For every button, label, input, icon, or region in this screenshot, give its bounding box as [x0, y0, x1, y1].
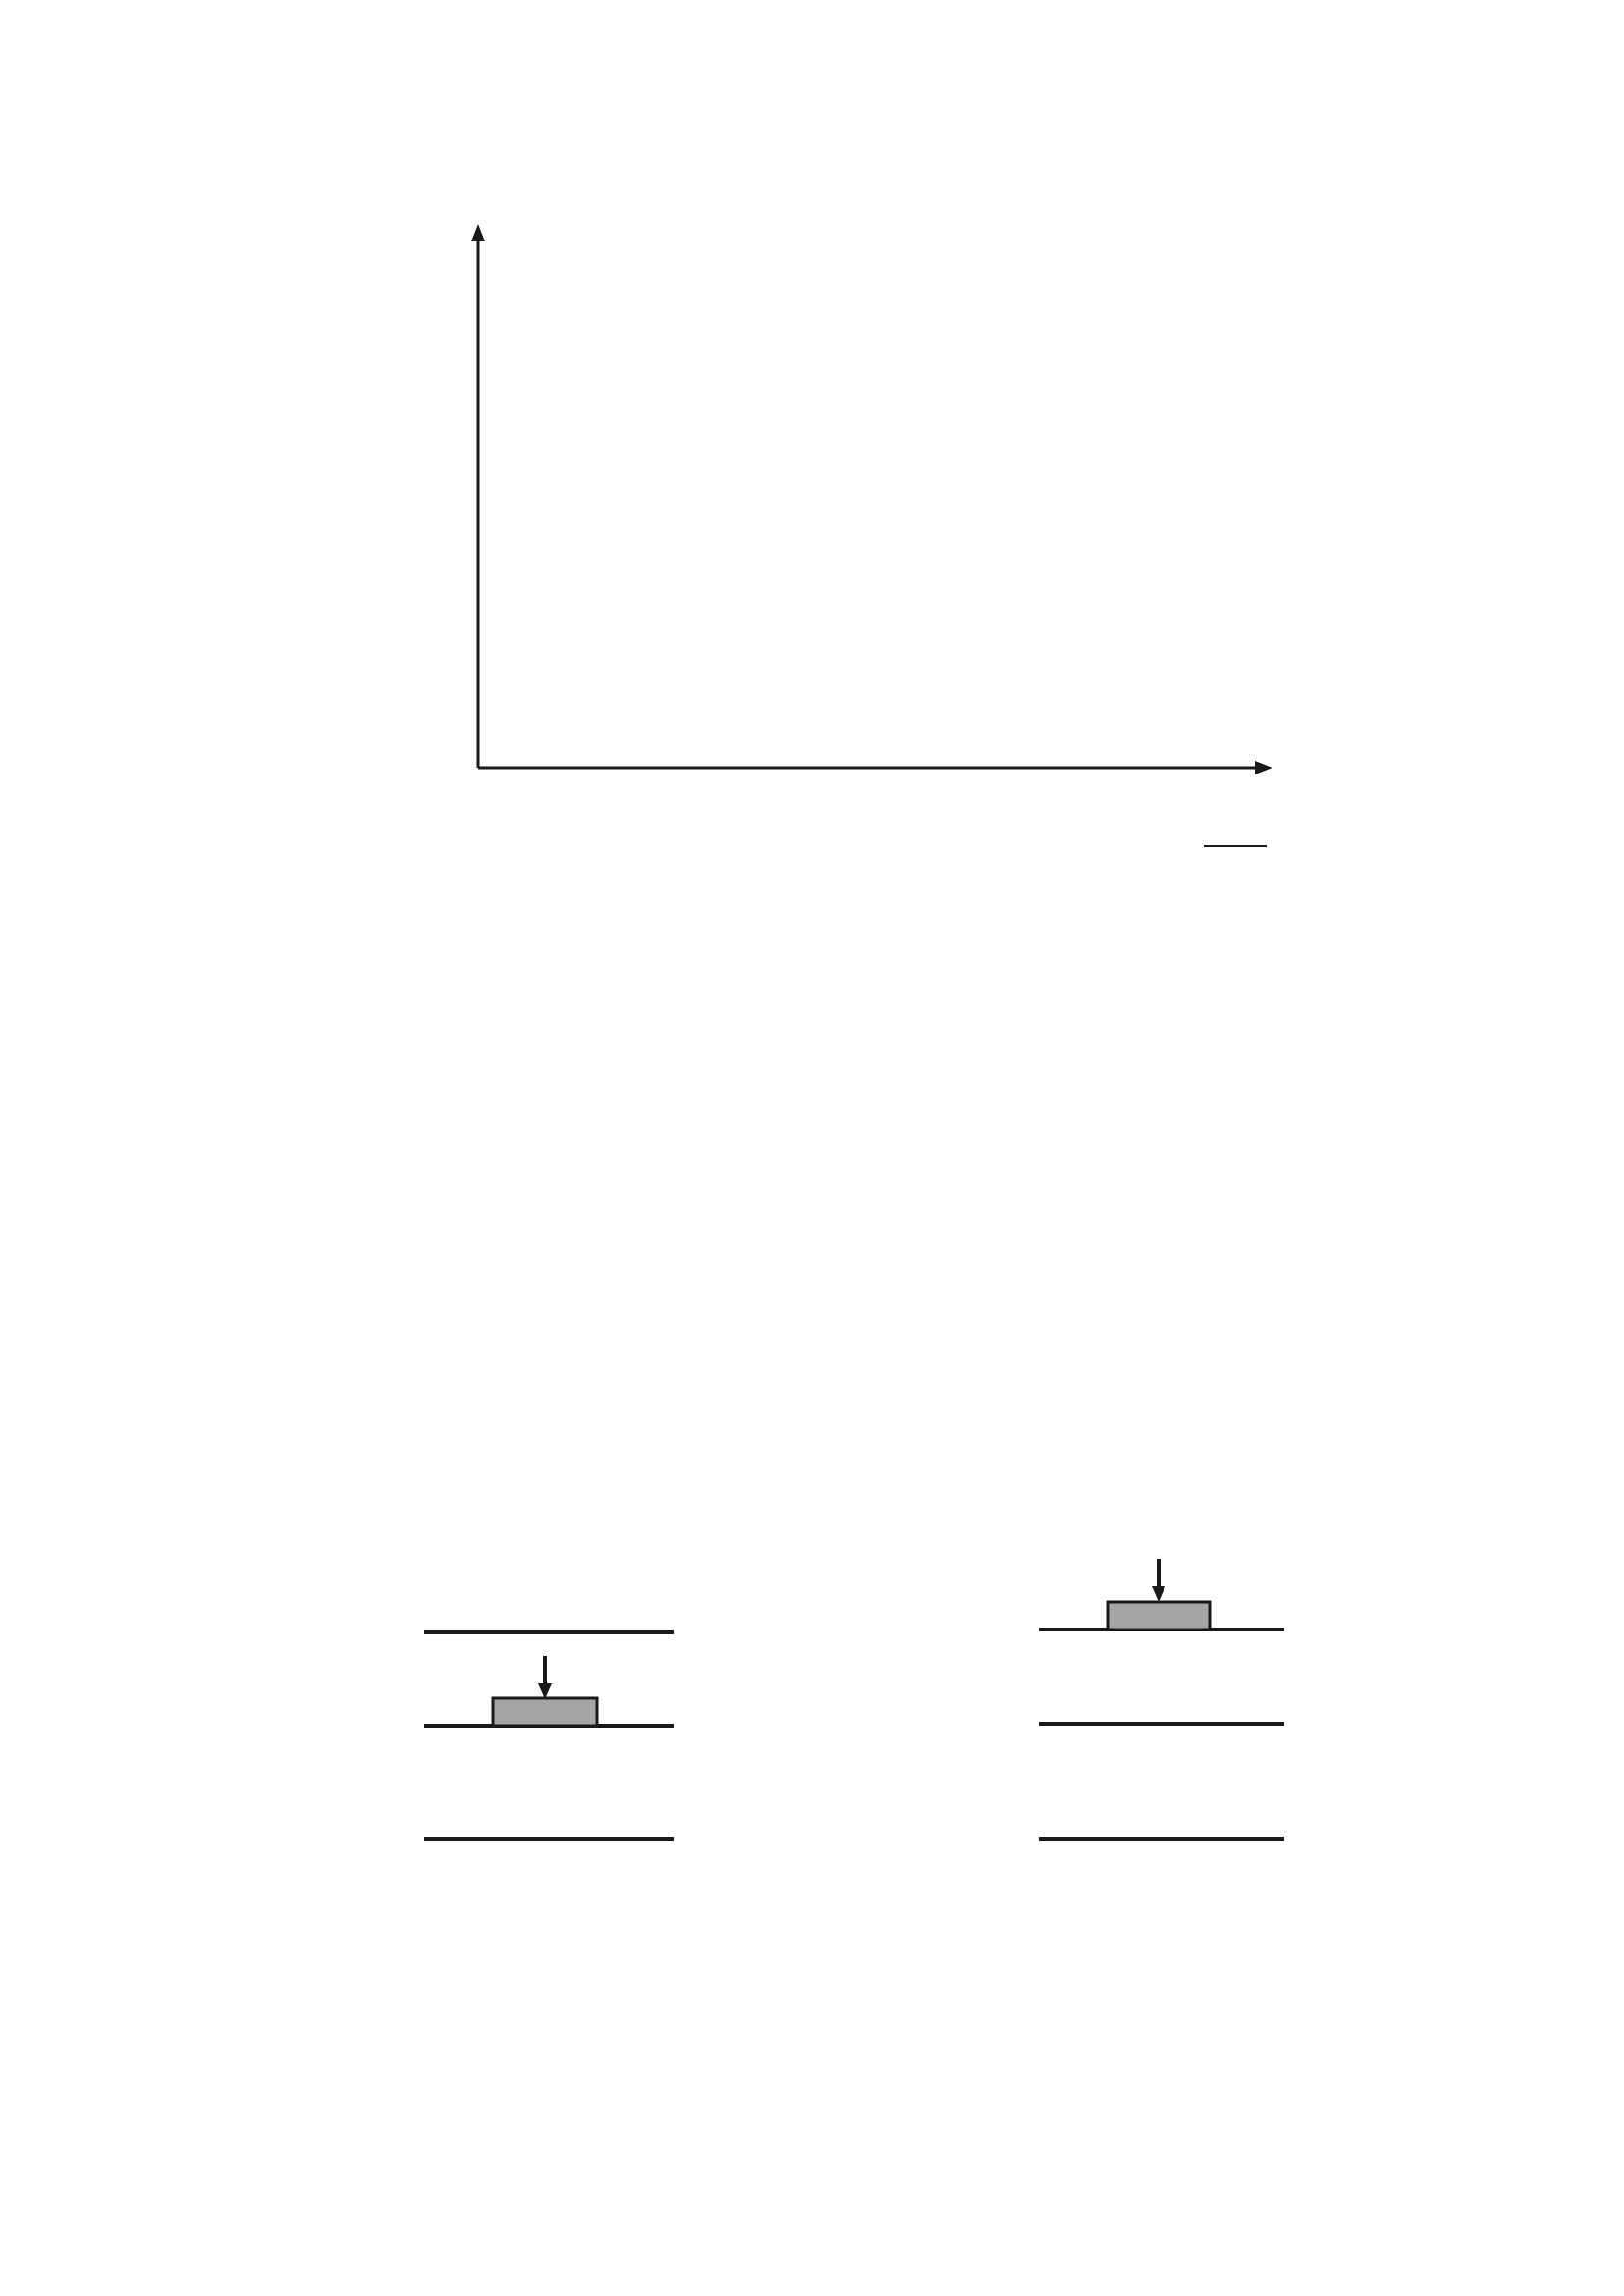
diagram-a	[0, 1531, 674, 1839]
x-axis-label	[0, 0, 1267, 846]
x-axis-arrow	[1255, 761, 1272, 774]
load-arrow-head	[1152, 1586, 1165, 1602]
ks-chart	[0, 0, 1624, 893]
chart-axes	[471, 224, 1272, 774]
figure-a25-diagrams	[0, 1531, 1624, 1914]
footing-block	[1108, 1602, 1210, 1629]
footing-block	[493, 1698, 597, 1726]
y-axis-arrow	[471, 224, 485, 241]
diagram-b	[0, 1531, 1284, 1839]
